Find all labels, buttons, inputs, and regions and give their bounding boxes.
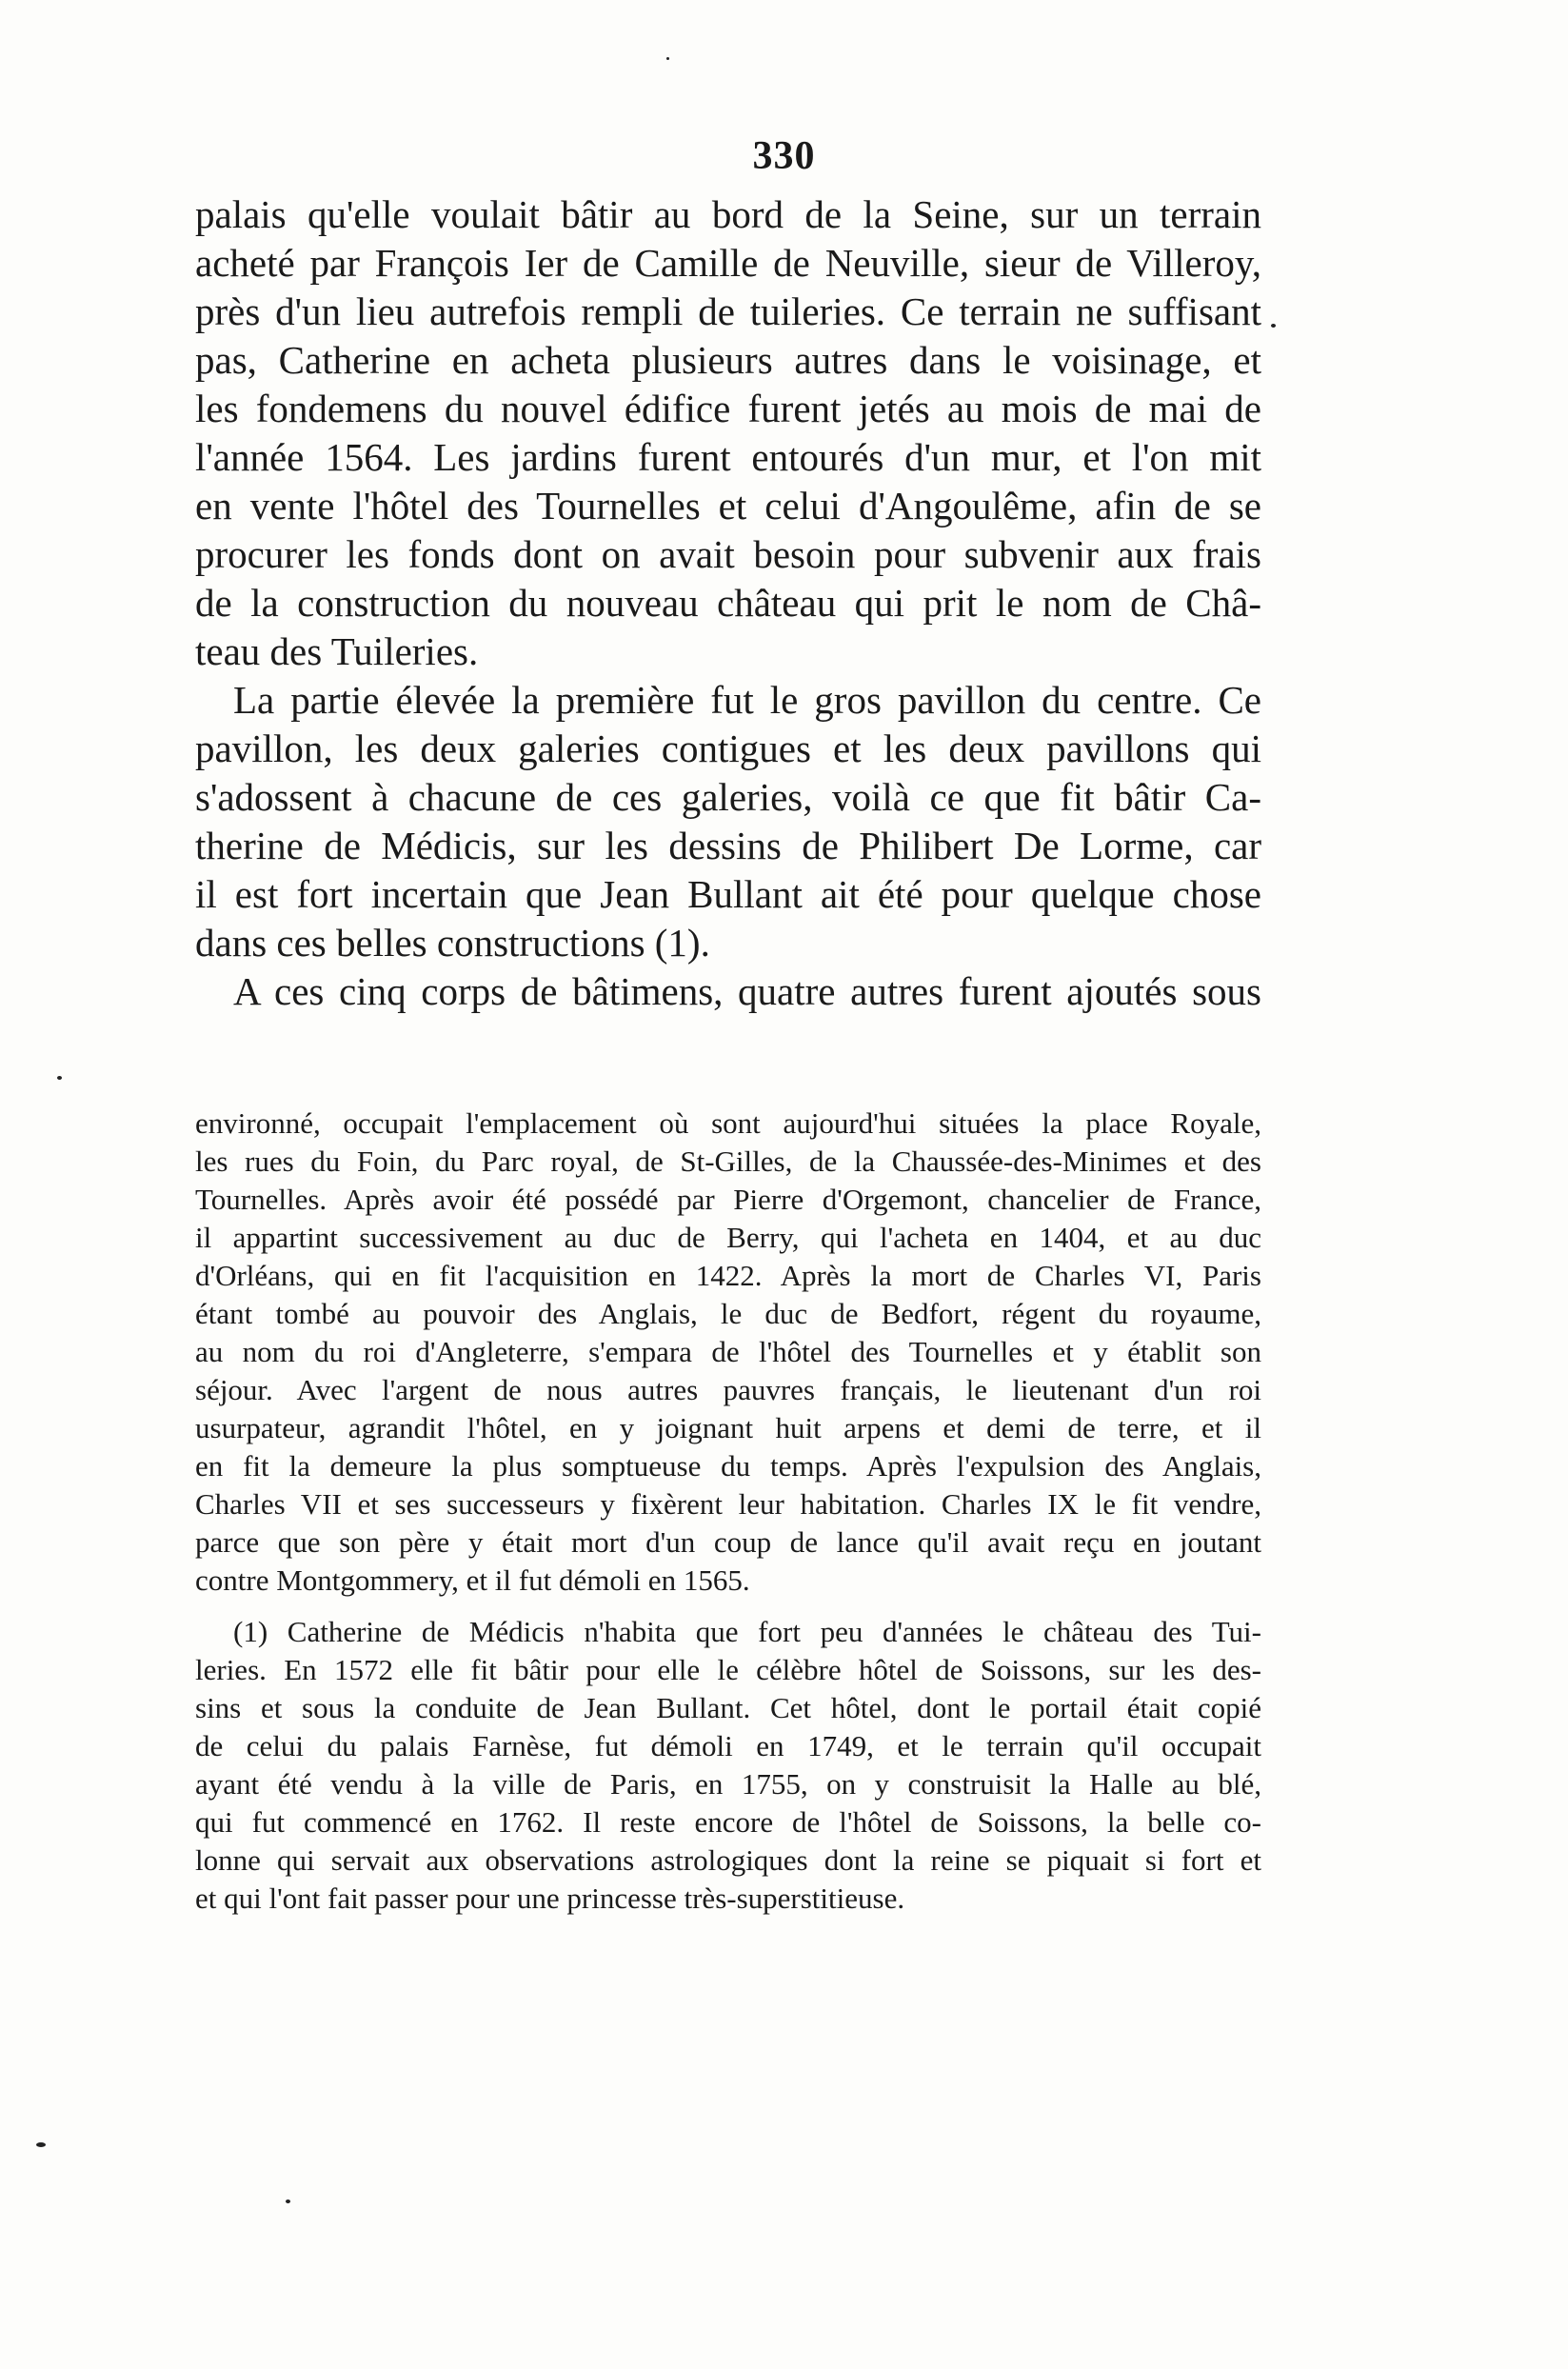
- footnote-line: séjour. Avec l'argent de nous autres pauvres français, le lieutenant d'un roi: [195, 1373, 1261, 1406]
- footnotes-block: [195, 1105, 1261, 1918]
- main-line: acheté par François Ier de Camille de Neuville, sieur de Villeroy,: [195, 241, 1261, 285]
- footnote-line: usurpateur, agrandit l'hôtel, en y joignant huit arpens et demi de terre, et il: [195, 1411, 1261, 1444]
- footnote-line: d'Orléans, qui en fit l'acquisition en 1422. Après la mort de Charles VI, Paris: [195, 1259, 1261, 1292]
- footnote-line: leries. En 1572 elle fit bâtir pour elle le célèbre hôtel de Soissons, sur les des-: [195, 1653, 1261, 1686]
- main-line: pas, Catherine en acheta plusieurs autres dans le voisinage, et: [195, 338, 1261, 382]
- footnote-line: environné, occupait l'emplacement où sont aujourd'hui situées la place Royale,: [195, 1106, 1261, 1140]
- main-line: A ces cinq corps de bâtimens, quatre autres furent ajoutés sous: [233, 969, 1261, 1013]
- main-line: pavillon, les deux galeries contigues et les deux pavillons qui: [195, 727, 1261, 770]
- main-line: procurer les fonds dont on avait besoin pour subvenir aux frais: [195, 532, 1261, 576]
- main-line: s'adossent à chacune de ces galeries, voilà ce que fit bâtir Ca-: [195, 775, 1261, 819]
- footnote-line: contre Montgommery, et il fut démoli en 1565.: [195, 1563, 750, 1597]
- paper-speck: [286, 2200, 290, 2203]
- main-line: l'année 1564. Les jardins furent entourés d'un mur, et l'on mit: [195, 435, 1261, 479]
- main-line: près d'un lieu autrefois rempli de tuileries. Ce terrain ne suffisant: [195, 289, 1261, 333]
- main-text-block: [195, 190, 1261, 1016]
- footnote-line: (1) Catherine de Médicis n'habita que fort peu d'années le château des Tui-: [233, 1615, 1261, 1648]
- footnote-line: qui fut commencé en 1762. Il reste encore de l'hôtel de Soissons, la belle co-: [195, 1805, 1261, 1839]
- footnote-line: en fit la demeure la plus somptueuse du temps. Après l'expulsion des Anglais,: [195, 1449, 1261, 1483]
- footnote-line: Tournelles. Après avoir été possédé par Pierre d'Orgemont, chancelier de France,: [195, 1183, 1261, 1216]
- main-line: en vente l'hôtel des Tournelles et celui d'Angoulême, afin de se: [195, 484, 1261, 528]
- main-line: les fondemens du nouvel édifice furent jetés au mois de mai de: [195, 387, 1261, 430]
- footnote-line: il appartint successivement au duc de Berry, qui l'acheta en 1404, et au duc: [195, 1221, 1261, 1254]
- footnote-line: étant tombé au pouvoir des Anglais, le duc de Bedfort, régent du royaume,: [195, 1297, 1261, 1330]
- footnote-line: les rues du Foin, du Parc royal, de St-Gilles, de la Chaussée-des-Minimes et des: [195, 1145, 1261, 1178]
- main-line: de la construction du nouveau château qui prit le nom de Châ-: [195, 581, 1261, 625]
- page-number: 330: [752, 134, 816, 178]
- footnote-line: au nom du roi d'Angleterre, s'empara de l'hôtel des Tournelles et y établit son: [195, 1335, 1261, 1368]
- footnote-line: parce que son père y était mort d'un coup de lance qu'il avait reçu en joutant: [195, 1525, 1261, 1559]
- main-line: therine de Médicis, sur les dessins de Philibert De Lorme, car: [195, 824, 1261, 867]
- paper-speck: [666, 57, 669, 60]
- paper-speck: [1271, 324, 1276, 328]
- main-line: palais qu'elle voulait bâtir au bord de la Seine, sur un terrain: [195, 192, 1261, 236]
- footnote-line: de celui du palais Farnèse, fut démoli en 1749, et le terrain qu'il occupait: [195, 1729, 1261, 1762]
- paper-speck: [36, 2142, 46, 2147]
- main-line: dans ces belles constructions (1).: [195, 921, 710, 965]
- footnote-line: lonne qui servait aux observations astrologiques dont la reine se piquait si fort et: [195, 1843, 1261, 1877]
- footnote-gap: [195, 1600, 1261, 1613]
- footnote-line: ayant été vendu à la ville de Paris, en 1755, on y construisit la Halle au blé,: [195, 1767, 1261, 1801]
- footnote-1: [195, 1613, 1261, 1918]
- footnote-line: sins et sous la conduite de Jean Bullant. Cet hôtel, dont le portail était copié: [195, 1691, 1261, 1724]
- footnote-continuation: [195, 1105, 1261, 1600]
- main-line: La partie élevée la première fut le gros pavillon du centre. Ce: [233, 678, 1261, 722]
- footnote-line: et qui l'ont fait passer pour une princesse très-superstitieuse.: [195, 1881, 905, 1915]
- footnote-line: Charles VII et ses successeurs y fixèrent leur habitation. Charles IX le fit vendre,: [195, 1487, 1261, 1521]
- paper-speck: [57, 1076, 62, 1080]
- main-line: il est fort incertain que Jean Bullant ait été pour quelque chose: [195, 872, 1261, 916]
- main-line: teau des Tuileries.: [195, 629, 479, 673]
